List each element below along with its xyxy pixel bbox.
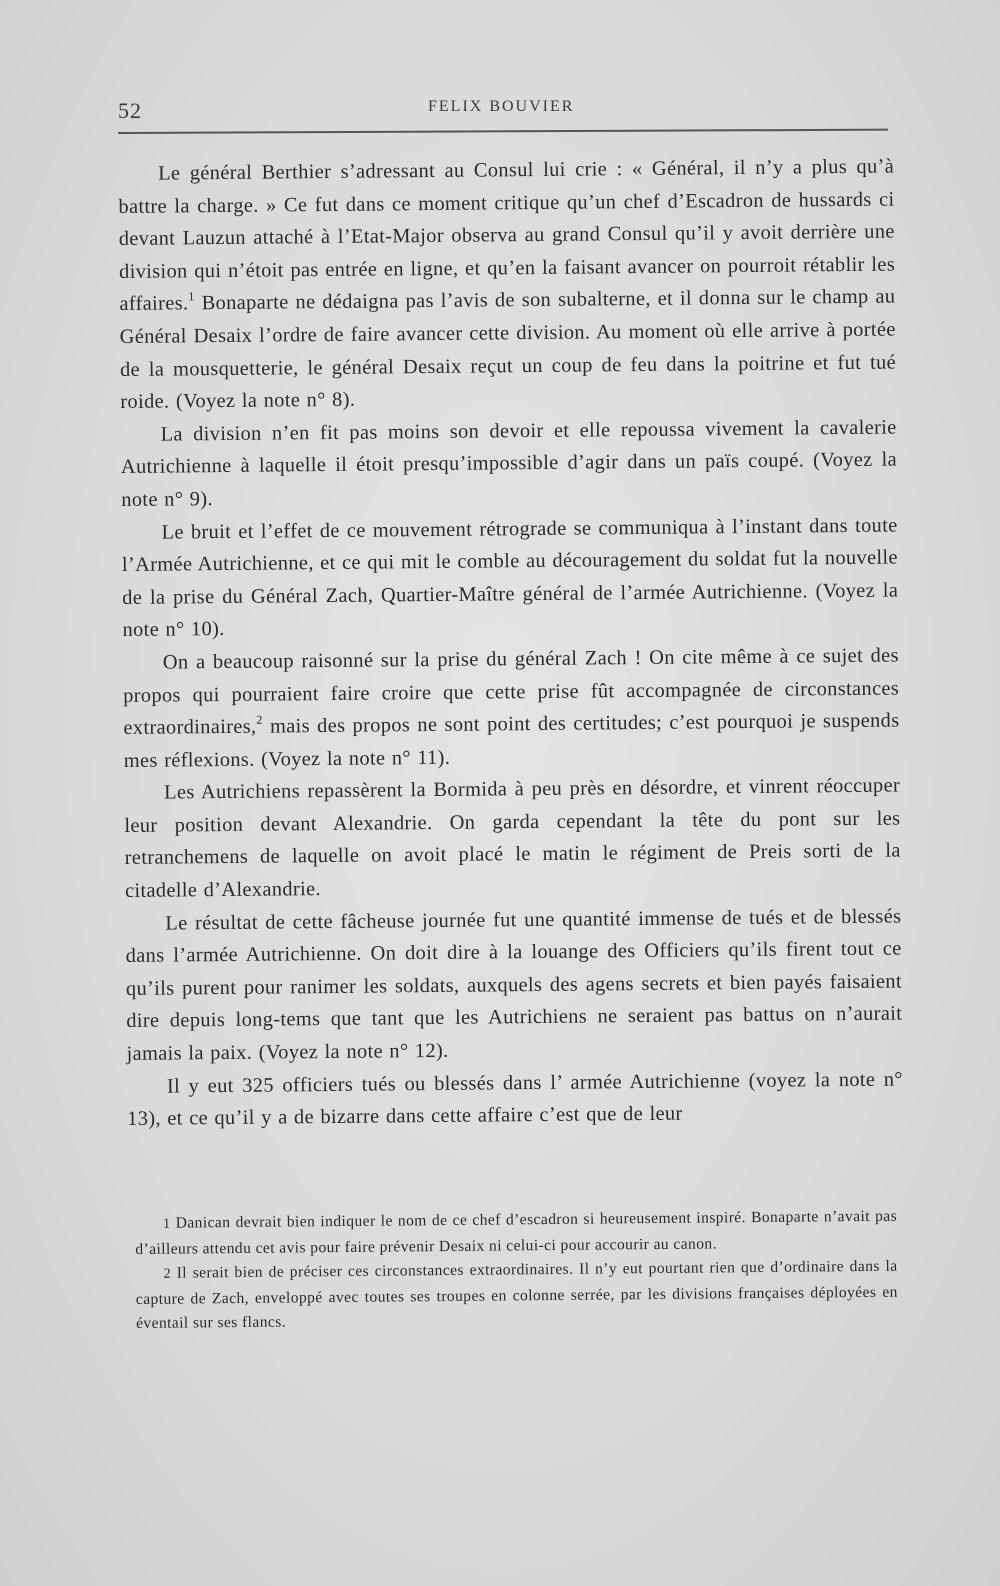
paragraph — [127, 1063, 904, 1136]
running-head: FELIX BOUVIER — [428, 98, 575, 115]
footnote-text: Il serait bien de préciser ces circonstances extraordinaires. Il n’y eut pourtant rien que d’ordinaire dans la capture de Zach, enveloppé avec toutes ses troupes en colonne serrée, par les divisions françaises déployées en éventail sur ses flancs. — [135, 1257, 898, 1333]
paragraph-text: On a beaucoup raisonné sur la prise du général Zach ! On cite même à ce sujet des propos qui pourraient faire croire que cette prise fût accompagnée de circonstances extraordinaires, — [123, 644, 900, 740]
main-text — [118, 151, 903, 1136]
page-header — [118, 92, 888, 140]
paragraph — [125, 900, 903, 1070]
footnotes — [135, 1205, 898, 1337]
header-rule — [118, 129, 888, 134]
paragraph — [124, 770, 901, 908]
footnote — [135, 1255, 898, 1337]
paragraph — [118, 151, 896, 419]
paragraph — [121, 509, 898, 647]
paragraph-text: Les Autrichiens repassèrent la Bormida à peu près en désordre, et vinrent réoccuper leur position devant Alexandrie. On garda cependant la tête du pont sur les retranchemens de laquelle on avoit placé le matin le régiment de Preis sorti de la citadelle d’Alexandrie. — [124, 774, 901, 903]
paragraph-text: Le général Berthier s’adressant au Consul lui crie : « Général, il n’y a plus qu’à battre la charge. » Ce fut dans ce moment critique qu’un chef d’Escadron de hussards ci devant Lauzun attaché à l’Etat-Major observa au grand Consul qu’il y avoit derrière une division qui n’étoit pas entrée en ligne, et qu’en la faisant avancer on pourroit rétablir les affaires. — [118, 155, 896, 316]
page-number: 52 — [118, 98, 142, 123]
paragraph-text: mais des propos ne sont point des certitudes; c’est pourquoi je suspends mes réflexions. (Voyez la note n° 11). — [123, 709, 900, 772]
paragraph-text: Le résultat de cette fâcheuse journée fut une quantité immense de tués et de blessés dans l’armée Autrichienne. On doit dire à la louange des Officiers qu’ils firent tout ce qu’ils purent pour ranimer les soldats, auxquels des agens secrets et bien payés faisaient dire depuis long-tems que tant que les Autrichiens ne seraient pas battus on n’aurait jamais la paix. (Voyez la note n° 12). — [125, 905, 903, 1065]
paragraph-text: Le bruit et l’effet de ce mouvement rétrograde se communiqua à l’instant dans toute l’Armée Autrichienne, et ce qui mit le comble au découragement du soldat fut la nouvelle de la prise du Général Zach, Quartier-Maître général de l’armée Autrichienne. (Voyez la note n° 10). — [121, 514, 899, 642]
paragraph — [123, 639, 900, 777]
footnote-number: 2 — [163, 1266, 172, 1282]
footnote-text: Danican devrait bien indiquer le nom de ce chef d’escadron si heureusement inspiré. Bonaparte n’avait pas d’ailleurs attendu cet avis pour faire prévenir Desaix ni celui-ci pour accourir au canon. — [135, 1207, 898, 1258]
footnote-reference: 1 — [188, 289, 195, 304]
footnote-reference: 2 — [256, 712, 263, 727]
paragraph — [121, 411, 898, 516]
paragraph-text: Bonaparte ne dédaigna pas l’avis de son subalterne, et il donna sur le champ au Général Desaix l’ordre de faire avancer cette division. Au moment où elle arrive à portée de la mousquetterie, le général Desaix reçut un coup de feu dans la poitrine et fut tué roide. (Voyez la note n° 8). — [119, 285, 897, 414]
paragraph-text: La division n’en fit pas moins son devoir et elle repoussa vivement la cavalerie Autrichienne à laquelle il étoit presqu’impossible d’agir dans un païs coupé. (Voyez la note n° 9). — [120, 416, 898, 511]
paragraph-text: Il y eut 325 officiers tués ou blessés dans l’ armée Autrichienne (voyez la note n° 13), et ce qu’il y a de bizarre dans cette affaire c’est que de leur — [127, 1068, 903, 1131]
footnote — [135, 1205, 897, 1262]
footnote-number: 1 — [163, 1216, 171, 1232]
